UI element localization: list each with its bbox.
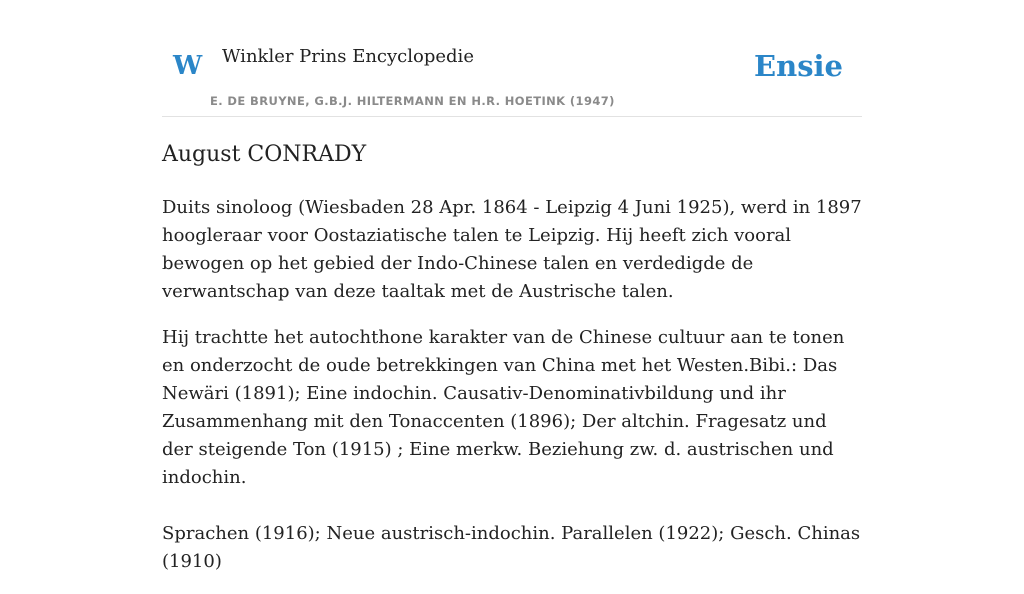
- encyclopedia-header: [162, 36, 862, 117]
- encyclopedia-title[interactable]: Winkler Prins Encyclopedie: [222, 46, 474, 67]
- article-paragraph: Hij trachtte het autochthone karakter van de Chinese cultuur aan te tonen en onderzocht de oude betrekkingen van China met het Westen.Bibi.: Das Newäri (1891); Eine indochin. Causativ-Denominativbildung und ihr Zusammenhang mit den Tonaccenten (1896); Der altchin. Fragesatz und der steigende Ton (1915) ; Eine merkw. Beziehung zw. d. austrischen und indochin.: [162, 327, 845, 488]
- winkler-prins-logo[interactable]: W: [173, 51, 203, 81]
- article: [162, 140, 862, 594]
- article-title: August CONRADY: [162, 142, 367, 167]
- encyclopedia-authors: E. DE BRUYNE, G.B.J. HILTERMANN EN H.R. HOETINK (1947): [210, 94, 615, 108]
- ensie-logo-link[interactable]: Ensie: [754, 49, 843, 83]
- article-paragraph: Sprachen (1916); Neue austrisch-indochin. Parallelen (1922); Gesch. Chinas (1910): [162, 523, 861, 572]
- article-paragraph: Duits sinoloog (Wiesbaden 28 Apr. 1864 - Leipzig 4 Juni 1925), werd in 1897 hoogleraar voor Oostaziatische talen te Leipzig. Hij heeft zich vooral bewogen op het gebied der Indo-Chinese talen en verdedigde de verwantschap van deze taaltak met de Austrische talen.: [162, 197, 862, 302]
